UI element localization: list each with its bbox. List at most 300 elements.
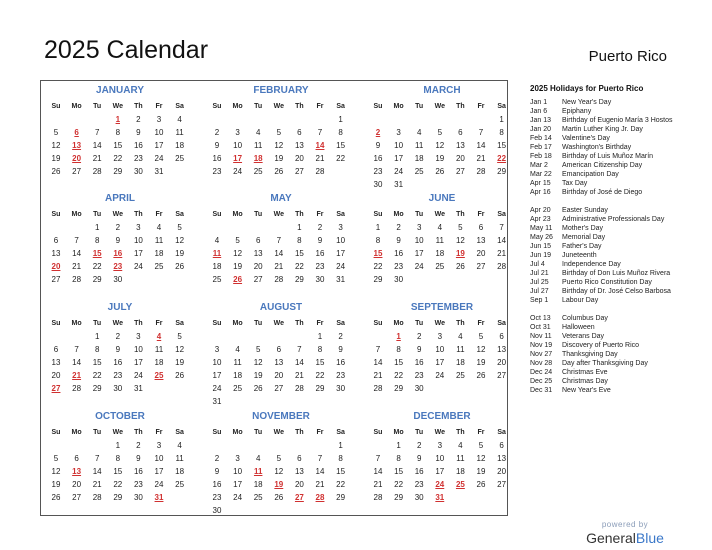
day-cell[interactable]: 3	[437, 332, 443, 341]
day-cell[interactable]: 22	[394, 371, 404, 380]
day-cell[interactable]: 17	[133, 249, 143, 258]
day-cell[interactable]: 7	[375, 454, 381, 463]
day-cell[interactable]: 23	[373, 167, 383, 176]
day-cell[interactable]: 11	[254, 141, 263, 150]
day-cell[interactable]: 13	[51, 249, 61, 258]
day-cell[interactable]: 20	[51, 371, 61, 380]
day-cell[interactable]: 5	[177, 332, 182, 341]
day-cell[interactable]: 10	[133, 345, 143, 354]
day-cell[interactable]: 1	[297, 223, 302, 232]
day-cell[interactable]: 1	[317, 332, 323, 341]
day-cell[interactable]: 13	[455, 141, 465, 150]
day-cell[interactable]: 14	[72, 358, 82, 367]
day-cell[interactable]: 11	[456, 454, 465, 463]
day-cell[interactable]: 10	[336, 236, 346, 245]
day-cell[interactable]: 18	[435, 249, 445, 258]
day-cell[interactable]: 8	[499, 128, 504, 137]
holiday-day-cell[interactable]: 25	[154, 371, 164, 380]
day-cell[interactable]: 19	[274, 154, 284, 163]
day-cell[interactable]: 27	[72, 167, 82, 176]
day-cell[interactable]: 11	[175, 128, 184, 137]
day-cell[interactable]: 30	[133, 167, 143, 176]
day-cell[interactable]: 7	[276, 236, 282, 245]
holiday-day-cell[interactable]: 11	[212, 249, 222, 258]
day-cell[interactable]: 26	[476, 480, 486, 489]
day-cell[interactable]: 20	[497, 467, 507, 476]
day-cell[interactable]: 31	[133, 384, 143, 393]
day-cell[interactable]: 23	[212, 167, 222, 176]
day-cell[interactable]: 15	[113, 467, 123, 476]
day-cell[interactable]: 26	[435, 167, 445, 176]
day-cell[interactable]: 23	[133, 480, 143, 489]
day-cell[interactable]: 21	[294, 371, 304, 380]
day-cell[interactable]: 5	[53, 128, 59, 137]
day-cell[interactable]: 11	[456, 345, 465, 354]
holiday-day-cell[interactable]: 18	[253, 154, 263, 163]
day-cell[interactable]: 28	[373, 493, 383, 502]
day-cell[interactable]: 8	[338, 454, 343, 463]
day-cell[interactable]: 2	[396, 223, 401, 232]
holiday-day-cell[interactable]: 11	[253, 467, 263, 476]
day-cell[interactable]: 18	[253, 480, 263, 489]
day-cell[interactable]: 12	[274, 141, 284, 150]
day-cell[interactable]: 13	[497, 454, 507, 463]
day-cell[interactable]: 17	[435, 358, 445, 367]
day-cell[interactable]: 13	[51, 358, 61, 367]
day-cell[interactable]: 30	[113, 384, 123, 393]
day-cell[interactable]: 12	[476, 454, 486, 463]
day-cell[interactable]: 25	[414, 167, 424, 176]
day-cell[interactable]: 7	[317, 454, 323, 463]
day-cell[interactable]: 22	[336, 154, 346, 163]
day-cell[interactable]: 8	[94, 345, 100, 354]
day-cell[interactable]: 30	[394, 275, 404, 284]
day-cell[interactable]: 12	[253, 358, 263, 367]
day-cell[interactable]: 6	[53, 236, 59, 245]
day-cell[interactable]: 29	[113, 167, 123, 176]
day-cell[interactable]: 30	[113, 275, 123, 284]
day-cell[interactable]: 24	[154, 480, 164, 489]
day-cell[interactable]: 3	[235, 128, 240, 137]
day-cell[interactable]: 27	[455, 167, 465, 176]
day-cell[interactable]: 26	[274, 493, 284, 502]
day-cell[interactable]: 30	[414, 384, 424, 393]
day-cell[interactable]: 21	[315, 154, 325, 163]
day-cell[interactable]: 5	[235, 236, 240, 245]
holiday-day-cell[interactable]: 15	[92, 249, 102, 258]
day-cell[interactable]: 25	[253, 167, 263, 176]
day-cell[interactable]: 17	[414, 249, 424, 258]
day-cell[interactable]: 1	[375, 223, 381, 232]
day-cell[interactable]: 7	[94, 454, 100, 463]
day-cell[interactable]: 27	[51, 275, 61, 284]
day-cell[interactable]: 5	[478, 441, 484, 450]
day-cell[interactable]: 6	[74, 454, 79, 463]
day-cell[interactable]: 5	[437, 128, 443, 137]
day-cell[interactable]: 3	[235, 454, 240, 463]
day-cell[interactable]: 27	[497, 371, 507, 380]
day-cell[interactable]: 26	[51, 493, 61, 502]
day-cell[interactable]: 8	[338, 128, 343, 137]
day-cell[interactable]: 15	[394, 467, 404, 476]
day-cell[interactable]: 7	[478, 128, 484, 137]
day-cell[interactable]: 9	[396, 236, 401, 245]
holiday-day-cell[interactable]: 27	[51, 384, 61, 393]
day-cell[interactable]: 29	[336, 493, 346, 502]
day-cell[interactable]: 10	[394, 141, 404, 150]
day-cell[interactable]: 6	[297, 128, 302, 137]
day-cell[interactable]: 12	[175, 345, 185, 354]
day-cell[interactable]: 24	[394, 167, 404, 176]
day-cell[interactable]: 8	[396, 454, 401, 463]
day-cell[interactable]: 31	[154, 167, 164, 176]
day-cell[interactable]: 28	[315, 167, 325, 176]
day-cell[interactable]: 7	[499, 223, 504, 232]
day-cell[interactable]: 16	[133, 141, 143, 150]
day-cell[interactable]: 14	[274, 249, 284, 258]
day-cell[interactable]: 12	[435, 141, 445, 150]
day-cell[interactable]: 2	[115, 332, 121, 341]
day-cell[interactable]: 18	[175, 141, 185, 150]
day-cell[interactable]: 14	[373, 358, 383, 367]
day-cell[interactable]: 16	[336, 358, 346, 367]
day-cell[interactable]: 29	[394, 384, 404, 393]
day-cell[interactable]: 18	[175, 467, 185, 476]
day-cell[interactable]: 15	[336, 141, 346, 150]
day-cell[interactable]: 2	[214, 128, 220, 137]
day-cell[interactable]: 21	[92, 154, 102, 163]
day-cell[interactable]: 1	[396, 441, 401, 450]
day-cell[interactable]: 17	[133, 358, 143, 367]
holiday-day-cell[interactable]: 28	[315, 493, 325, 502]
day-cell[interactable]: 10	[435, 345, 445, 354]
day-cell[interactable]: 28	[476, 167, 486, 176]
day-cell[interactable]: 19	[476, 358, 486, 367]
day-cell[interactable]: 3	[416, 223, 422, 232]
holiday-day-cell[interactable]: 24	[435, 480, 445, 489]
day-cell[interactable]: 24	[233, 493, 243, 502]
day-cell[interactable]: 4	[416, 128, 422, 137]
day-cell[interactable]: 6	[255, 236, 261, 245]
day-cell[interactable]: 13	[274, 358, 284, 367]
day-cell[interactable]: 23	[315, 262, 325, 271]
day-cell[interactable]: 16	[212, 154, 222, 163]
day-cell[interactable]: 5	[177, 223, 182, 232]
day-cell[interactable]: 15	[336, 467, 346, 476]
holiday-day-cell[interactable]: 19	[455, 249, 465, 258]
day-cell[interactable]: 10	[414, 236, 424, 245]
day-cell[interactable]: 6	[478, 223, 484, 232]
day-cell[interactable]: 14	[315, 467, 325, 476]
day-cell[interactable]: 2	[317, 223, 323, 232]
day-cell[interactable]: 24	[414, 262, 424, 271]
holiday-day-cell[interactable]: 23	[113, 262, 123, 271]
day-cell[interactable]: 22	[294, 262, 304, 271]
day-cell[interactable]: 29	[92, 275, 102, 284]
day-cell[interactable]: 29	[294, 275, 304, 284]
day-cell[interactable]: 6	[276, 345, 282, 354]
day-cell[interactable]: 4	[255, 454, 261, 463]
day-cell[interactable]: 28	[373, 384, 383, 393]
day-cell[interactable]: 30	[373, 180, 383, 189]
day-cell[interactable]: 18	[455, 358, 465, 367]
day-cell[interactable]: 8	[396, 345, 401, 354]
day-cell[interactable]: 21	[92, 480, 102, 489]
day-cell[interactable]: 20	[253, 262, 263, 271]
day-cell[interactable]: 4	[214, 236, 220, 245]
day-cell[interactable]: 26	[253, 384, 263, 393]
day-cell[interactable]: 4	[255, 128, 261, 137]
holiday-day-cell[interactable]: 13	[72, 141, 82, 150]
holiday-day-cell[interactable]: 4	[156, 332, 162, 341]
holiday-day-cell[interactable]: 25	[455, 480, 465, 489]
day-cell[interactable]: 12	[233, 249, 243, 258]
day-cell[interactable]: 21	[72, 262, 82, 271]
day-cell[interactable]: 6	[53, 345, 59, 354]
day-cell[interactable]: 15	[497, 141, 507, 150]
day-cell[interactable]: 9	[115, 345, 121, 354]
day-cell[interactable]: 4	[437, 223, 443, 232]
day-cell[interactable]: 10	[154, 128, 164, 137]
holiday-day-cell[interactable]: 31	[154, 493, 164, 502]
holiday-day-cell[interactable]: 16	[113, 249, 123, 258]
day-cell[interactable]: 14	[72, 249, 82, 258]
day-cell[interactable]: 27	[294, 167, 304, 176]
day-cell[interactable]: 23	[212, 493, 222, 502]
holiday-day-cell[interactable]: 1	[396, 332, 401, 341]
day-cell[interactable]: 13	[294, 467, 304, 476]
holiday-day-cell[interactable]: 19	[274, 480, 284, 489]
day-cell[interactable]: 21	[497, 249, 507, 258]
day-cell[interactable]: 15	[92, 358, 102, 367]
day-cell[interactable]: 26	[175, 371, 185, 380]
day-cell[interactable]: 15	[113, 141, 123, 150]
day-cell[interactable]: 27	[274, 384, 284, 393]
day-cell[interactable]: 29	[373, 275, 383, 284]
holiday-day-cell[interactable]: 27	[294, 493, 304, 502]
day-cell[interactable]: 12	[274, 467, 284, 476]
day-cell[interactable]: 21	[315, 480, 325, 489]
day-cell[interactable]: 22	[92, 371, 102, 380]
day-cell[interactable]: 25	[212, 275, 222, 284]
day-cell[interactable]: 30	[336, 384, 346, 393]
day-cell[interactable]: 13	[476, 236, 486, 245]
day-cell[interactable]: 4	[177, 441, 182, 450]
day-cell[interactable]: 18	[233, 371, 243, 380]
day-cell[interactable]: 9	[115, 236, 121, 245]
day-cell[interactable]: 8	[115, 454, 121, 463]
day-cell[interactable]: 15	[294, 249, 304, 258]
day-cell[interactable]: 9	[416, 454, 422, 463]
day-cell[interactable]: 16	[212, 480, 222, 489]
day-cell[interactable]: 24	[212, 384, 222, 393]
day-cell[interactable]: 21	[373, 371, 383, 380]
day-cell[interactable]: 27	[476, 262, 486, 271]
day-cell[interactable]: 5	[276, 128, 282, 137]
day-cell[interactable]: 23	[336, 371, 346, 380]
day-cell[interactable]: 28	[274, 275, 284, 284]
day-cell[interactable]: 12	[51, 141, 61, 150]
day-cell[interactable]: 24	[233, 167, 243, 176]
day-cell[interactable]: 30	[133, 493, 143, 502]
day-cell[interactable]: 5	[53, 454, 59, 463]
day-cell[interactable]: 26	[455, 262, 465, 271]
day-cell[interactable]: 17	[212, 371, 222, 380]
day-cell[interactable]: 17	[435, 467, 445, 476]
day-cell[interactable]: 9	[317, 236, 323, 245]
day-cell[interactable]: 8	[94, 236, 100, 245]
day-cell[interactable]: 10	[212, 358, 222, 367]
day-cell[interactable]: 14	[373, 467, 383, 476]
day-cell[interactable]: 1	[94, 223, 100, 232]
day-cell[interactable]: 7	[74, 345, 79, 354]
day-cell[interactable]: 22	[113, 480, 123, 489]
day-cell[interactable]: 10	[133, 236, 143, 245]
day-cell[interactable]: 31	[212, 397, 222, 406]
day-cell[interactable]: 7	[297, 345, 302, 354]
day-cell[interactable]: 9	[375, 141, 381, 150]
day-cell[interactable]: 17	[336, 249, 346, 258]
day-cell[interactable]: 5	[255, 345, 261, 354]
day-cell[interactable]: 19	[175, 358, 185, 367]
day-cell[interactable]: 19	[233, 262, 243, 271]
holiday-day-cell[interactable]: 14	[315, 141, 325, 150]
day-cell[interactable]: 24	[133, 262, 143, 271]
day-cell[interactable]: 14	[497, 236, 507, 245]
day-cell[interactable]: 26	[175, 262, 185, 271]
day-cell[interactable]: 16	[113, 358, 123, 367]
holiday-day-cell[interactable]: 13	[72, 467, 82, 476]
day-cell[interactable]: 16	[373, 154, 383, 163]
day-cell[interactable]: 31	[336, 275, 346, 284]
day-cell[interactable]: 14	[92, 467, 102, 476]
holiday-day-cell[interactable]: 31	[435, 493, 445, 502]
day-cell[interactable]: 29	[394, 493, 404, 502]
holiday-day-cell[interactable]: 26	[233, 275, 243, 284]
day-cell[interactable]: 30	[212, 506, 222, 515]
day-cell[interactable]: 30	[315, 275, 325, 284]
day-cell[interactable]: 9	[214, 467, 220, 476]
day-cell[interactable]: 9	[416, 345, 422, 354]
day-cell[interactable]: 23	[394, 262, 404, 271]
day-cell[interactable]: 21	[373, 480, 383, 489]
day-cell[interactable]: 2	[214, 454, 220, 463]
day-cell[interactable]: 27	[497, 480, 507, 489]
day-cell[interactable]: 28	[497, 262, 507, 271]
day-cell[interactable]: 1	[115, 441, 121, 450]
day-cell[interactable]: 2	[416, 332, 422, 341]
day-cell[interactable]: 20	[455, 154, 465, 163]
day-cell[interactable]: 4	[458, 441, 463, 450]
day-cell[interactable]: 15	[315, 358, 325, 367]
day-cell[interactable]: 2	[136, 115, 141, 124]
day-cell[interactable]: 14	[476, 141, 486, 150]
day-cell[interactable]: 3	[214, 345, 220, 354]
day-cell[interactable]: 12	[455, 236, 465, 245]
day-cell[interactable]: 19	[435, 154, 445, 163]
day-cell[interactable]: 18	[414, 154, 424, 163]
day-cell[interactable]: 2	[338, 332, 343, 341]
holiday-day-cell[interactable]: 20	[51, 262, 61, 271]
day-cell[interactable]: 11	[435, 236, 444, 245]
day-cell[interactable]: 24	[336, 262, 346, 271]
day-cell[interactable]: 6	[499, 332, 504, 341]
day-cell[interactable]: 5	[458, 223, 463, 232]
holiday-day-cell[interactable]: 1	[115, 115, 121, 124]
day-cell[interactable]: 29	[92, 384, 102, 393]
day-cell[interactable]: 17	[154, 141, 164, 150]
day-cell[interactable]: 25	[455, 371, 465, 380]
day-cell[interactable]: 10	[154, 454, 164, 463]
day-cell[interactable]: 21	[274, 262, 284, 271]
brand-logo[interactable]	[585, 520, 665, 546]
day-cell[interactable]: 16	[414, 358, 424, 367]
day-cell[interactable]: 3	[156, 441, 162, 450]
day-cell[interactable]: 1	[338, 115, 343, 124]
holiday-day-cell[interactable]: 21	[72, 371, 82, 380]
day-cell[interactable]: 25	[435, 262, 445, 271]
day-cell[interactable]: 9	[338, 345, 343, 354]
day-cell[interactable]: 25	[233, 384, 243, 393]
day-cell[interactable]: 1	[338, 441, 343, 450]
day-cell[interactable]: 24	[154, 154, 164, 163]
day-cell[interactable]: 4	[177, 115, 182, 124]
day-cell[interactable]: 3	[338, 223, 343, 232]
day-cell[interactable]: 6	[499, 441, 504, 450]
day-cell[interactable]: 28	[294, 384, 304, 393]
day-cell[interactable]: 23	[414, 480, 424, 489]
day-cell[interactable]: 26	[51, 167, 61, 176]
day-cell[interactable]: 1	[499, 115, 504, 124]
day-cell[interactable]: 5	[478, 332, 484, 341]
day-cell[interactable]: 19	[476, 467, 486, 476]
day-cell[interactable]: 11	[415, 141, 424, 150]
day-cell[interactable]: 16	[394, 249, 404, 258]
day-cell[interactable]: 3	[136, 223, 141, 232]
day-cell[interactable]: 25	[253, 493, 263, 502]
day-cell[interactable]: 9	[136, 454, 141, 463]
day-cell[interactable]: 2	[416, 441, 422, 450]
holiday-day-cell[interactable]: 6	[74, 128, 79, 137]
day-cell[interactable]: 15	[394, 358, 404, 367]
day-cell[interactable]: 19	[51, 154, 61, 163]
day-cell[interactable]: 16	[133, 467, 143, 476]
day-cell[interactable]: 11	[233, 358, 242, 367]
day-cell[interactable]: 10	[233, 467, 243, 476]
day-cell[interactable]: 20	[294, 154, 304, 163]
day-cell[interactable]: 13	[294, 141, 304, 150]
day-cell[interactable]: 10	[233, 141, 243, 150]
day-cell[interactable]: 19	[253, 371, 263, 380]
day-cell[interactable]: 8	[115, 128, 121, 137]
day-cell[interactable]: 10	[435, 454, 445, 463]
day-cell[interactable]: 12	[175, 236, 185, 245]
day-cell[interactable]: 11	[154, 345, 164, 354]
day-cell[interactable]: 25	[175, 480, 185, 489]
day-cell[interactable]: 8	[375, 236, 381, 245]
day-cell[interactable]: 27	[72, 493, 82, 502]
day-cell[interactable]: 16	[315, 249, 325, 258]
day-cell[interactable]: 18	[154, 358, 164, 367]
day-cell[interactable]: 22	[394, 480, 404, 489]
day-cell[interactable]: 27	[253, 275, 263, 284]
day-cell[interactable]: 3	[156, 115, 162, 124]
day-cell[interactable]: 7	[375, 345, 381, 354]
day-cell[interactable]: 25	[175, 154, 185, 163]
day-cell[interactable]: 22	[336, 480, 346, 489]
day-cell[interactable]: 19	[175, 249, 185, 258]
day-cell[interactable]: 24	[435, 371, 445, 380]
